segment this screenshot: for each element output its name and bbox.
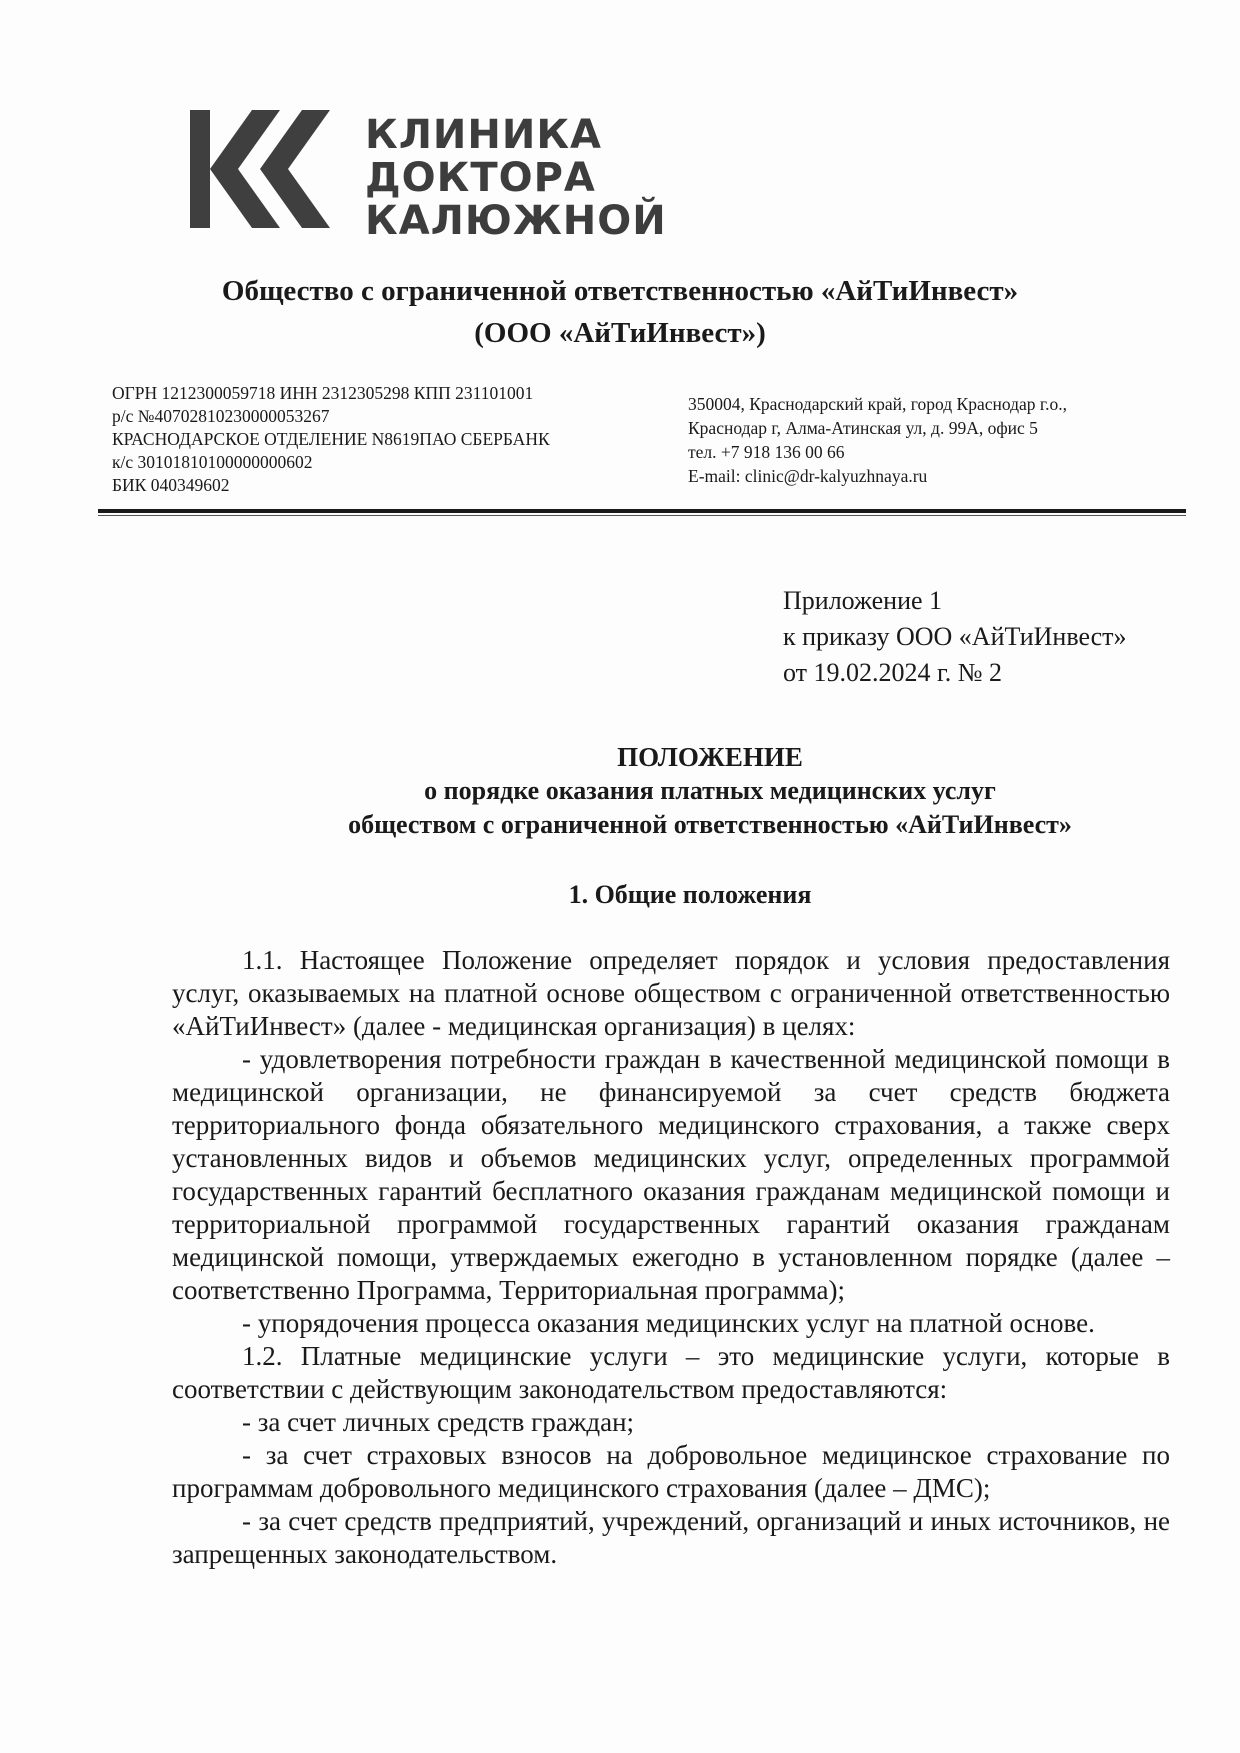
document-title-line: о порядке оказания платных медицинских услуг xyxy=(424,776,996,805)
address-line: 350004, Краснодарский край, город Краснодар г.о., xyxy=(688,394,1067,414)
appendix-note xyxy=(783,583,1127,691)
paragraph: - за счет личных средств граждан; xyxy=(242,1407,635,1437)
paragraph: - удовлетворения потребности граждан в качественной медицинской помощи в медицинской организации, не финансируемой за счет средств бюджета территориального фонда обязательного медицинского страхования, а также сверх установленных видов и объемов медицинских услуг, определенных программой государственных гарантий бесплатного оказания гражданам медицинской помощи и территориальной программой государственных гарантий оказания гражданам медицинской помощи, утверждаемых ежегодно в установленном порядке (далее – соответственно Программа, Территориальная программа); xyxy=(172,1044,1170,1305)
requisite-line: к/с 30101810100000000602 xyxy=(112,452,313,472)
kk-logo-icon xyxy=(190,110,350,228)
appendix-line: от 19.02.2024 г. № 2 xyxy=(783,658,1003,687)
document-title-line: обществом с ограниченной ответственностью «АйТиИнвест» xyxy=(348,810,1072,839)
logo-wordmark xyxy=(365,114,667,243)
organization-name xyxy=(100,270,1140,354)
logo-line-2: ДОКТОРА xyxy=(365,155,596,201)
header-divider-thin xyxy=(98,515,1186,516)
clinic-logo xyxy=(190,110,670,244)
paragraph: 1.1. Настоящее Положение определяет порядок и условия предоставления услуг, оказываемых на платной основе обществом с ограниченной ответственностью «АйТиИнвест» (далее - медицинская организация) в целях: xyxy=(172,945,1170,1041)
requisite-line: БИК 040349602 xyxy=(112,475,230,495)
document-title-main: ПОЛОЖЕНИЕ xyxy=(617,742,803,772)
appendix-line: к приказу ООО «АйТиИнвест» xyxy=(783,622,1127,651)
contact-requisites xyxy=(688,392,1067,488)
logo-line-1: КЛИНИКА xyxy=(365,112,602,158)
organization-full-name: Общество с ограниченной ответственностью «АйТиИнвест» xyxy=(221,275,1019,307)
paragraph: - за счет средств предприятий, учреждений, организаций и иных источников, не запрещенных законодательством. xyxy=(172,1506,1170,1569)
requisite-line: КРАСНОДАРСКОЕ ОТДЕЛЕНИЕ N8619ПАО СБЕРБАНК xyxy=(112,429,550,449)
section-heading: 1. Общие положения xyxy=(568,880,812,909)
document-title xyxy=(120,740,1240,842)
phone-line: тел. +7 918 136 00 66 xyxy=(688,442,845,462)
requisite-line: ОГРН 1212300059718 ИНН 2312305298 КПП 231101001 xyxy=(112,383,534,403)
email-line: E-mail: clinic@dr-kalyuzhnaya.ru xyxy=(688,466,928,486)
organization-short-name: (ООО «АйТиИнвест») xyxy=(474,317,766,349)
document-body xyxy=(172,944,1170,1571)
logo-line-3: КАЛЮЖНОЙ xyxy=(365,198,667,244)
requisite-line: р/с №40702810230000053267 xyxy=(112,406,330,426)
address-line: Краснодар г, Алма-Атинская ул, д. 99А, офис 5 xyxy=(688,418,1038,438)
bank-requisites xyxy=(112,382,550,497)
paragraph: - за счет страховых взносов на добровольное медицинское страхование по программам добровольного медицинского страхования (далее – ДМС); xyxy=(172,1440,1170,1503)
header-divider xyxy=(98,509,1186,513)
paragraph: - упорядочения процесса оказания медицинских услуг на платной основе. xyxy=(242,1308,1095,1338)
paragraph: 1.2. Платные медицинские услуги – это медицинские услуги, которые в соответствии с действующим законодательством предоставляются: xyxy=(172,1341,1170,1404)
appendix-line: Приложение 1 xyxy=(783,586,943,615)
